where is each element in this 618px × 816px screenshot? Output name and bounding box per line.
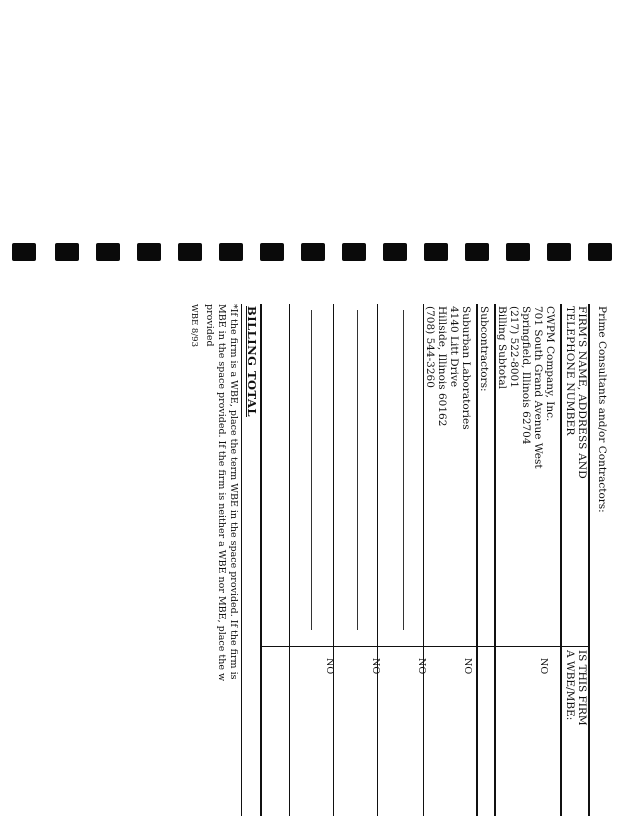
punch-hole	[547, 243, 571, 261]
status-column-header-line2: A WBE/MBE:	[564, 650, 576, 721]
punch-hole	[465, 243, 489, 261]
footnote-line2: MBE in the space provided. If the firm is neither a WBE nor MBE, place the w	[216, 304, 227, 682]
blank-entry-line	[311, 310, 312, 630]
footnote-line3: provided	[204, 304, 215, 347]
table-top-rule	[588, 304, 590, 816]
row-rule	[289, 304, 290, 816]
section-title: Prime Consultants and/or Contractors:	[596, 306, 608, 513]
punch-hole	[12, 243, 36, 261]
status-column-header: IS THIS FIRM	[576, 650, 588, 726]
punch-hole	[219, 243, 243, 261]
prime-firm-address: 701 South Grand Avenue West	[532, 306, 544, 469]
punch-hole	[55, 243, 79, 261]
punch-hole	[178, 243, 202, 261]
firm-column-header: FIRM'S NAME, ADDRESS AND	[576, 306, 588, 479]
punch-hole	[506, 243, 530, 261]
punch-hole	[301, 243, 325, 261]
participation-form	[167, 296, 612, 816]
blank-entry-line	[357, 310, 358, 630]
prime-bottom-rule	[494, 304, 496, 816]
punch-hole	[383, 243, 407, 261]
form-code: WBE 8/93	[189, 304, 199, 347]
row-wbe-status: NO	[324, 658, 335, 675]
prime-firm-phone: (217) 522-8001	[508, 306, 520, 388]
firm-column-header-line2: TELEPHONE NUMBER	[564, 306, 576, 436]
footnote-line1: *If the firm is a WBE, place the term WBE in the space provided. If the firm is	[228, 304, 239, 680]
billing-subtotal-label: Billing Subtotal	[496, 306, 508, 390]
sub-firm-address: 4140 Litt Drive	[448, 306, 460, 388]
billing-total-bottom-rule	[241, 304, 242, 816]
prime-wbe-status: NO	[538, 658, 549, 675]
status-column-divider	[260, 646, 590, 647]
sub-wbe-status: NO	[462, 658, 473, 675]
prime-firm-city: Springfield, Illinois 62704	[520, 306, 532, 445]
row-rule	[377, 304, 378, 816]
subcontractors-title: Subcontractors:	[478, 306, 490, 392]
punch-hole	[588, 243, 612, 261]
billing-total-top-rule	[260, 304, 262, 816]
row-wbe-status: NO	[370, 658, 381, 675]
blank-entry-line	[403, 310, 404, 630]
header-bottom-rule	[561, 304, 563, 816]
punch-hole	[424, 243, 448, 261]
punch-hole	[342, 243, 366, 261]
billing-total-label: BILLING TOTAL	[245, 306, 259, 417]
sub-row-rule	[423, 304, 424, 816]
row-rule	[333, 304, 334, 816]
sub-firm-city: Hillside, Illinois 60162	[436, 306, 448, 427]
punch-hole	[260, 243, 284, 261]
sub-firm-name: Suburban Laboratories	[460, 306, 472, 430]
sub-firm-phone: (708) 544-3260	[424, 306, 436, 388]
punch-hole	[137, 243, 161, 261]
punch-hole	[96, 243, 120, 261]
subcontractors-title-rule	[477, 304, 479, 816]
row-wbe-status: NO	[416, 658, 427, 675]
binder-punch-holes	[0, 243, 618, 267]
prime-firm-name: CWPM Company, Inc.	[544, 306, 556, 422]
